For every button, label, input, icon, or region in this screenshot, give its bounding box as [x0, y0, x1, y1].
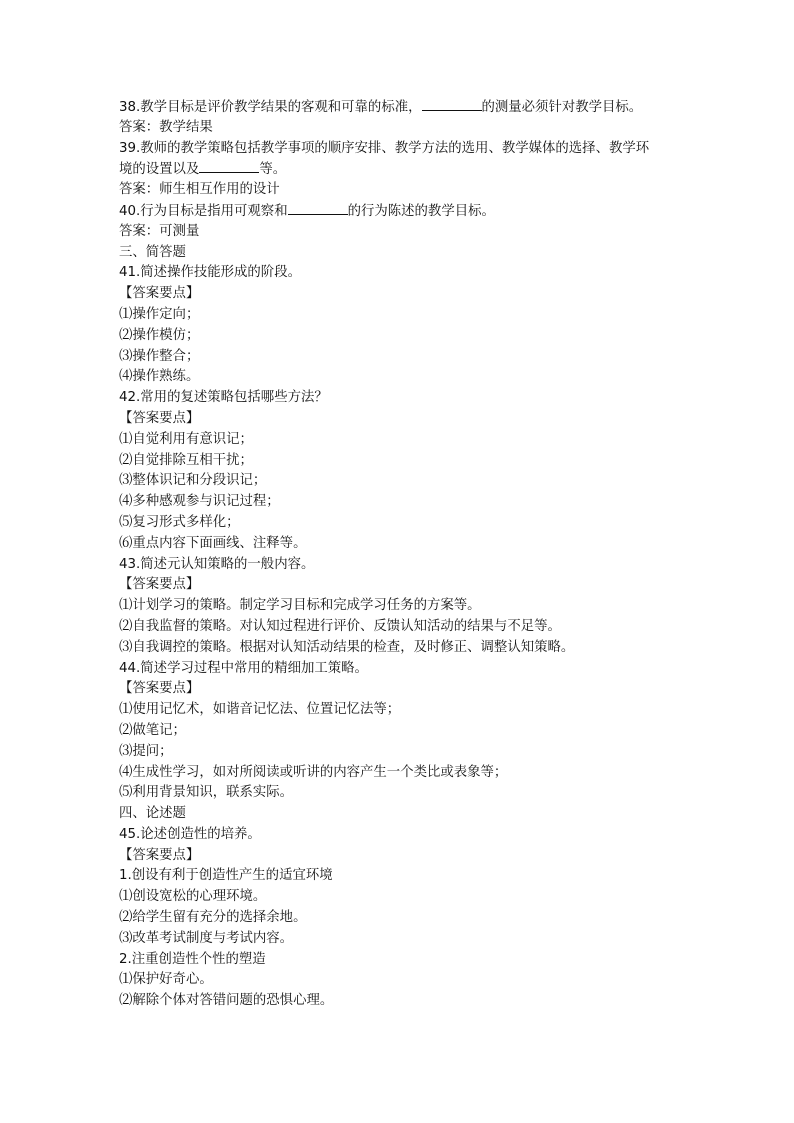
answer-point: ⑴计划学习的策略。制定学习目标和完成学习任务的方案等。 [119, 598, 481, 614]
answer-blank [422, 97, 482, 111]
answer-point: ⑴使用记忆术，如谐音记忆法、位置记忆法等； [119, 702, 401, 718]
answer-40: 答案：可测量 [119, 223, 200, 239]
question-38-text-before: 38.教学目标是评价教学结果的客观和可靠的标准， [119, 100, 422, 115]
question-40-text-after: 的行为陈述的教学目标。 [347, 203, 495, 219]
answer-point: ⑴操作定向； [119, 306, 200, 322]
answer-blank [288, 201, 348, 215]
answer-point: ⑵自我监督的策略。对认知过程进行评价、反馈认知活动的结果与不足等。 [119, 618, 561, 634]
question-44: 44.简述学习过程中常用的精细加工策略。 [119, 660, 368, 676]
question-42: 42.常用的复述策略包括哪些方法？ [119, 390, 328, 406]
section-heading-short-answer: 三、简答题 [119, 244, 186, 260]
answer-point: ⑵做笔记； [119, 722, 186, 738]
section-heading-essay: 四、论述题 [119, 806, 186, 822]
question-40-text-before: 40.行为目标是指用可观察和 [119, 203, 288, 219]
answer-point: ⑶操作整合； [119, 348, 200, 364]
question-41: 41.简述操作技能形成的阶段。 [119, 265, 301, 281]
answer-point: ⑴创设宽松的心理环境。 [119, 889, 267, 905]
answer-point: ⑵解除个体对答错问题的恐惧心理。 [119, 993, 334, 1009]
answer-point: ⑷生成性学习，如对所阅读或听讲的内容产生一个类比或表象等； [119, 764, 508, 780]
answer-point: ⑴保护好奇心。 [119, 972, 213, 988]
answer-subheading: 1.创设有利于创造性产生的适宜环境 [119, 868, 333, 884]
answer-key-label: 【答案要点】 [119, 577, 200, 593]
answer-point: ⑸复习形式多样化； [119, 514, 240, 530]
document-page [119, 97, 699, 1012]
answer-point: ⑷操作熟练。 [119, 369, 200, 385]
answer-key-label: 【答案要点】 [119, 286, 200, 302]
question-45: 45.论述创造性的培养。 [119, 826, 261, 842]
answer-point: ⑵给学生留有充分的选择余地。 [119, 910, 307, 926]
answer-point: ⑴自觉利用有意识记； [119, 431, 253, 447]
question-39-text-before: 境的设置以及 [119, 162, 200, 178]
answer-point: ⑶提问； [119, 743, 173, 759]
answer-point: ⑶整体识记和分段识记； [119, 473, 267, 489]
answer-point: ⑵操作模仿； [119, 327, 200, 343]
answer-point: ⑶改革考试制度与考试内容。 [119, 930, 294, 946]
answer-point: ⑸利用背景知识，联系实际。 [119, 785, 294, 801]
answer-key-label: 【答案要点】 [119, 410, 200, 426]
question-43: 43.简述元认知策略的一般内容。 [119, 556, 315, 572]
answer-39: 答案：师生相互作用的设计 [119, 182, 280, 198]
answer-point: ⑵自觉排除互相干扰； [119, 452, 253, 468]
question-39-text-after: 等。 [259, 162, 287, 178]
answer-point: ⑶自我调控的策略。根据对认知活动结果的检查，及时修正、调整认知策略。 [119, 639, 575, 655]
question-40 [119, 201, 699, 222]
answer-key-label: 【答案要点】 [119, 847, 200, 863]
answer-blank [199, 159, 259, 173]
question-38 [119, 97, 699, 118]
answer-key-label: 【答案要点】 [119, 681, 200, 697]
answer-subheading: 2.注重创造性个性的塑造 [119, 951, 266, 967]
question-39-line-1: 39.教师的教学策略包括教学事项的顺序安排、教学方法的选用、教学媒体的选择、教学环 [119, 140, 650, 156]
question-38-text-after: 的测量必须针对教学目标。 [481, 100, 643, 115]
answer-point: ⑹重点内容下面画线、注释等。 [119, 535, 307, 551]
question-39-line-2 [119, 159, 699, 180]
answer-38: 答案：教学结果 [119, 119, 213, 135]
answer-point: ⑷多种感观参与识记过程； [119, 494, 280, 510]
